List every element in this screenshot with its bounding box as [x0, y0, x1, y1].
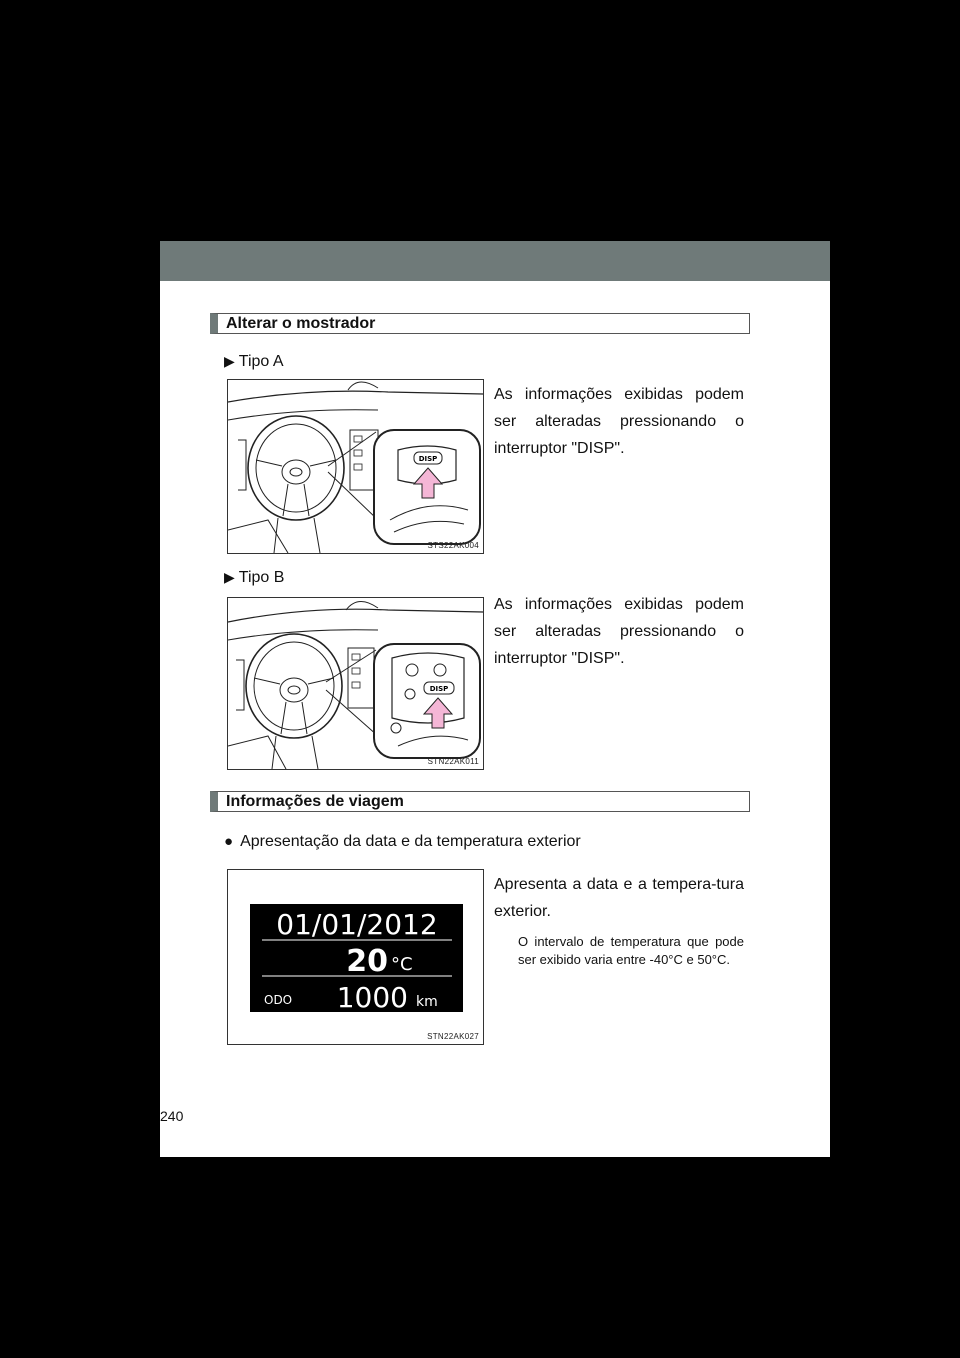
lcd-temperature: 20 — [346, 944, 388, 979]
manual-page — [160, 241, 830, 1157]
figure-type-b — [227, 597, 484, 770]
lcd-odo-label: ODO — [264, 993, 293, 1007]
figure-code-b: STN22AK011 — [427, 757, 479, 766]
figure-code-lcd: STN22AK027 — [427, 1032, 479, 1041]
figure-type-a — [227, 379, 484, 554]
lcd-odo-unit: km — [416, 994, 438, 1010]
triangle-icon: ▶ — [224, 353, 235, 369]
section-heading-informacoes: Informações de viagem — [210, 791, 750, 812]
type-a-label-text: Tipo A — [238, 353, 284, 370]
section2-text: Apresenta a data e a tempera-tura exterior. — [494, 876, 744, 920]
lcd-date: 01/01/2012 — [276, 908, 438, 941]
section-heading-alterar: Alterar o mostrador — [210, 313, 750, 334]
temperature-note: O intervalo de temperatura que pode ser exibido varia entre -40°C e 50°C. — [518, 934, 744, 967]
type-a-label — [224, 351, 284, 372]
figure-code-a: STS22AK004 — [427, 541, 479, 550]
steering-wheel-illustration-b — [228, 598, 483, 769]
type-b-label-text: Tipo B — [238, 569, 285, 586]
page-number: 240 — [160, 1108, 184, 1124]
lcd-odo-value: 1000 — [336, 981, 408, 1014]
disp-button-label-a: DISP — [418, 455, 438, 463]
type-b-text: As informações exibidas podem ser alteradas pressionando o interruptor "DISP". — [494, 596, 744, 667]
lcd-temp-unit: °C — [391, 954, 413, 975]
figure-lcd-display — [227, 869, 484, 1045]
steering-wheel-illustration-a — [228, 380, 483, 553]
type-b-label — [224, 567, 284, 588]
bullet-icon: ● — [224, 833, 234, 850]
lcd-display-illustration — [228, 870, 483, 1044]
header-band — [160, 241, 830, 281]
disp-button-label-b: DISP — [429, 685, 449, 693]
type-a-text: As informações exibidas podem ser alteradas pressionando o interruptor "DISP". — [494, 386, 744, 457]
bullet-text: Apresentação da data e da temperatura exterior — [240, 833, 581, 850]
triangle-icon: ▶ — [224, 569, 235, 585]
bullet-line-date-temp — [224, 832, 581, 852]
